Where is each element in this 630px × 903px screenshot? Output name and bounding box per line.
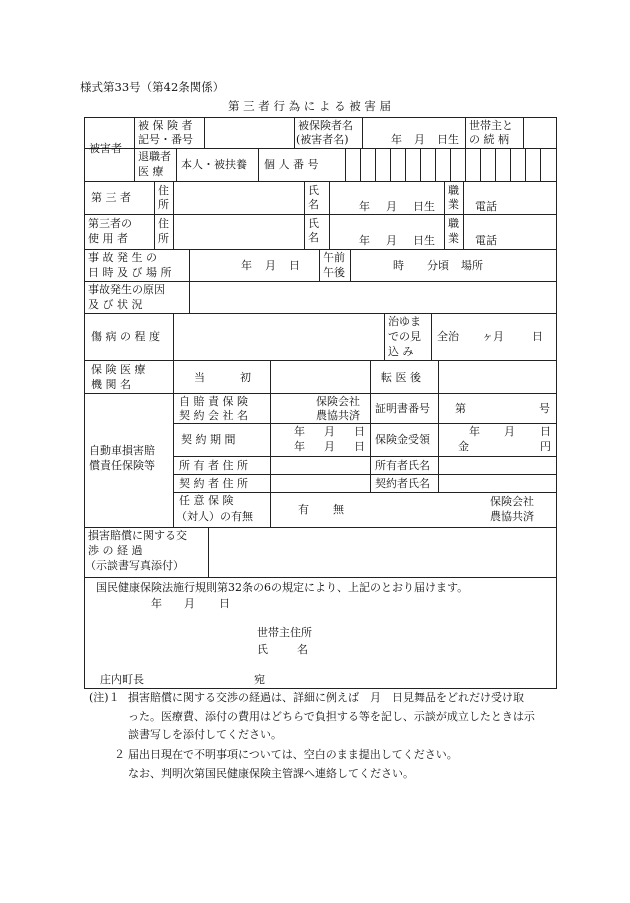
third-party-job-label-1: 職 bbox=[448, 184, 459, 197]
note-2-mark: ２ bbox=[114, 748, 125, 761]
declaration-month: 月 bbox=[184, 597, 195, 610]
employer-label-2: 使 用 者 bbox=[88, 232, 128, 245]
householder-name-label-2: 名 bbox=[297, 643, 308, 656]
accident-year: 年 bbox=[241, 259, 252, 272]
recovery-outlook-label-3: 込 み bbox=[388, 345, 414, 358]
payout-day: 日 bbox=[540, 425, 551, 438]
note-1-mark: (注)１ bbox=[89, 691, 120, 704]
certificate-number-label: 証明書番号 bbox=[375, 402, 430, 415]
third-party-label: 第 三 者 bbox=[91, 191, 131, 204]
employer-birth-month: 月 bbox=[386, 234, 397, 247]
note-1-line-1: 損害賠償に関する交渉の経過は、詳細に例えば 月 日見舞品をどれだけ受け取 bbox=[128, 691, 524, 704]
recovery-outlook-label-2: での見 bbox=[388, 330, 421, 343]
third-party-name-label-1: 氏 bbox=[308, 184, 319, 197]
certificate-gou: 号 bbox=[539, 402, 550, 415]
voluntary-insurance-label-1: 任 意 保 険 bbox=[179, 494, 234, 507]
note-1-line-2: った。医療費、添付の費用はどちらで負担する等を記し、示談が成立したときは示 bbox=[128, 710, 535, 723]
accident-datetime-label-2: 日 時 及 び 場 所 bbox=[88, 266, 172, 279]
voluntary-agricultural-coop-option: 農協共済 bbox=[490, 510, 534, 523]
contractor-address-label: 契 約 者 住 所 bbox=[179, 477, 248, 490]
owner-address-label: 所 有 者 住 所 bbox=[179, 459, 248, 472]
certificate-dai: 第 bbox=[455, 402, 466, 415]
payout-month: 月 bbox=[504, 425, 515, 438]
recovery-months: ヶ月 bbox=[482, 330, 504, 343]
mayor-addressee: 庄内町長 bbox=[100, 673, 144, 686]
owner-name-label: 所有者氏名 bbox=[375, 459, 430, 472]
transfer-institution-label: 転 医 後 bbox=[381, 371, 421, 384]
accident-day: 日 bbox=[289, 259, 300, 272]
voluntary-no-option: 無 bbox=[333, 503, 344, 516]
payout-year: 年 bbox=[469, 425, 480, 438]
victim-birth-month: 月 bbox=[414, 133, 425, 146]
retiree-medical-label-2: 医 療 bbox=[138, 165, 164, 178]
note-1-line-3: 談書写しを添付してください。 bbox=[128, 728, 282, 741]
insured-name-label-1: 被保険者名 bbox=[298, 119, 353, 132]
note-2-line-1: 届出日現在で不明事項については、空白のまま提出してください。 bbox=[128, 748, 458, 761]
period-start-month: 月 bbox=[324, 425, 335, 438]
accident-minute: 分頃 bbox=[427, 259, 449, 272]
auto-liability-label-1: 自動車損害賠 bbox=[89, 444, 155, 457]
employer-birth-day: 日生 bbox=[413, 234, 435, 247]
third-party-address-label-2: 所 bbox=[158, 198, 169, 211]
payout-received-label: 保険金受領 bbox=[375, 433, 430, 446]
initial-institution-label-1: 当 bbox=[194, 371, 205, 384]
period-start-year: 年 bbox=[294, 425, 305, 438]
third-party-job-label-2: 業 bbox=[448, 198, 459, 211]
victim-label: 被害者 bbox=[89, 142, 122, 155]
accident-datetime-label-1: 事 故 発 生 の bbox=[88, 251, 157, 264]
accident-place-label: 場所 bbox=[461, 259, 483, 272]
relation-label-1: 世帯主と bbox=[469, 119, 513, 132]
accident-hour: 時 bbox=[393, 259, 404, 272]
victim-birth-year: 年 bbox=[391, 133, 402, 146]
recovery-days: 日 bbox=[532, 330, 543, 343]
declaration-statement: 国民健康保険法施行規則第32条の6の規定により、上記のとおり届けます。 bbox=[96, 581, 469, 594]
medical-institution-label-1: 保 険 医 療 bbox=[91, 363, 146, 376]
period-end-month: 月 bbox=[324, 440, 335, 453]
employer-label-1: 第三者の bbox=[88, 217, 132, 230]
voluntary-insurance-company-option: 保険会社 bbox=[490, 495, 534, 508]
form-title: 第 三 者 行 為 に よ る 被 害 届 bbox=[228, 99, 392, 113]
third-party-birth-month: 月 bbox=[386, 200, 397, 213]
employer-job-label-1: 職 bbox=[448, 217, 459, 230]
employer-job-label-2: 業 bbox=[448, 232, 459, 245]
cali-insurance-company-option: 保険会社 bbox=[316, 395, 360, 408]
contractor-name-label: 契約者氏名 bbox=[375, 477, 430, 490]
addressee-ate: 宛 bbox=[254, 673, 265, 686]
employer-birth-year: 年 bbox=[359, 234, 370, 247]
dependent-status: 本人・被扶養 bbox=[181, 158, 247, 171]
third-party-birth-year: 年 bbox=[359, 200, 370, 213]
cali-agricultural-coop-option: 農協共済 bbox=[316, 409, 360, 422]
employer-phone-label: 電話 bbox=[475, 234, 497, 247]
cali-company-label-2: 契 約 会 社 名 bbox=[179, 409, 248, 422]
pm-label: 午後 bbox=[323, 266, 345, 279]
negotiation-label-2: 渉 の 経 過 bbox=[88, 544, 143, 557]
third-party-name-label-2: 名 bbox=[308, 198, 319, 211]
negotiation-label-1: 損害賠償に関する交 bbox=[88, 529, 187, 542]
payout-amount-kin: 金 bbox=[458, 440, 469, 453]
accident-month: 月 bbox=[265, 259, 276, 272]
injury-degree-label: 傷 病 の 程 度 bbox=[91, 330, 160, 343]
accident-cause-label-1: 事故発生の原因 bbox=[88, 283, 165, 296]
period-end-year: 年 bbox=[294, 440, 305, 453]
period-start-day: 日 bbox=[354, 425, 365, 438]
am-label: 午前 bbox=[323, 251, 345, 264]
declaration-year: 年 bbox=[151, 597, 162, 610]
third-party-address-label-1: 住 bbox=[158, 184, 169, 197]
auto-liability-label-2: 償責任保険等 bbox=[89, 459, 155, 472]
employer-address-label-2: 所 bbox=[158, 232, 169, 245]
insured-name-label-2: (被害者名) bbox=[296, 133, 349, 146]
initial-institution-label-2: 初 bbox=[240, 371, 251, 384]
insured-symbol-label-2: 記号・番号 bbox=[138, 133, 193, 146]
third-party-phone-label: 電話 bbox=[475, 200, 497, 213]
householder-address-label: 世帯主住所 bbox=[257, 626, 312, 639]
negotiation-label-3: （示談書写真添付） bbox=[85, 559, 184, 572]
voluntary-yes-option: 有 bbox=[298, 503, 309, 516]
declaration-day: 日 bbox=[219, 597, 230, 610]
victim-birth-day: 日生 bbox=[437, 133, 459, 146]
full-recovery-label: 全治 bbox=[437, 330, 459, 343]
personal-number-label: 個 人 番 号 bbox=[264, 158, 319, 171]
cali-company-label-1: 自 賠 責 保 険 bbox=[179, 395, 248, 408]
employer-name-label-2: 名 bbox=[308, 231, 319, 244]
relation-label-2: の 続 柄 bbox=[469, 133, 509, 146]
insured-symbol-label-1: 被 保 険 者 bbox=[138, 119, 193, 132]
retiree-medical-label-1: 退職者 bbox=[138, 150, 171, 163]
contract-period-label: 契 約 期 間 bbox=[181, 433, 236, 446]
medical-institution-label-2: 機 関 名 bbox=[91, 378, 131, 391]
householder-name-label-1: 氏 bbox=[257, 643, 268, 656]
employer-address-label-1: 住 bbox=[158, 217, 169, 230]
form-number: 様式第33号（第42条関係） bbox=[80, 80, 225, 94]
accident-cause-label-2: 及 び 状 況 bbox=[88, 298, 143, 311]
third-party-birth-day: 日生 bbox=[413, 200, 435, 213]
payout-amount-yen: 円 bbox=[540, 440, 551, 453]
recovery-outlook-label-1: 治ゆま bbox=[388, 315, 421, 328]
employer-name-label-1: 氏 bbox=[308, 217, 319, 230]
period-end-day: 日 bbox=[354, 440, 365, 453]
note-2-line-2: なお、判明次第国民健康保険主管課へ連絡してください。 bbox=[128, 767, 414, 780]
voluntary-insurance-label-2: （対人）の有無 bbox=[176, 510, 253, 523]
